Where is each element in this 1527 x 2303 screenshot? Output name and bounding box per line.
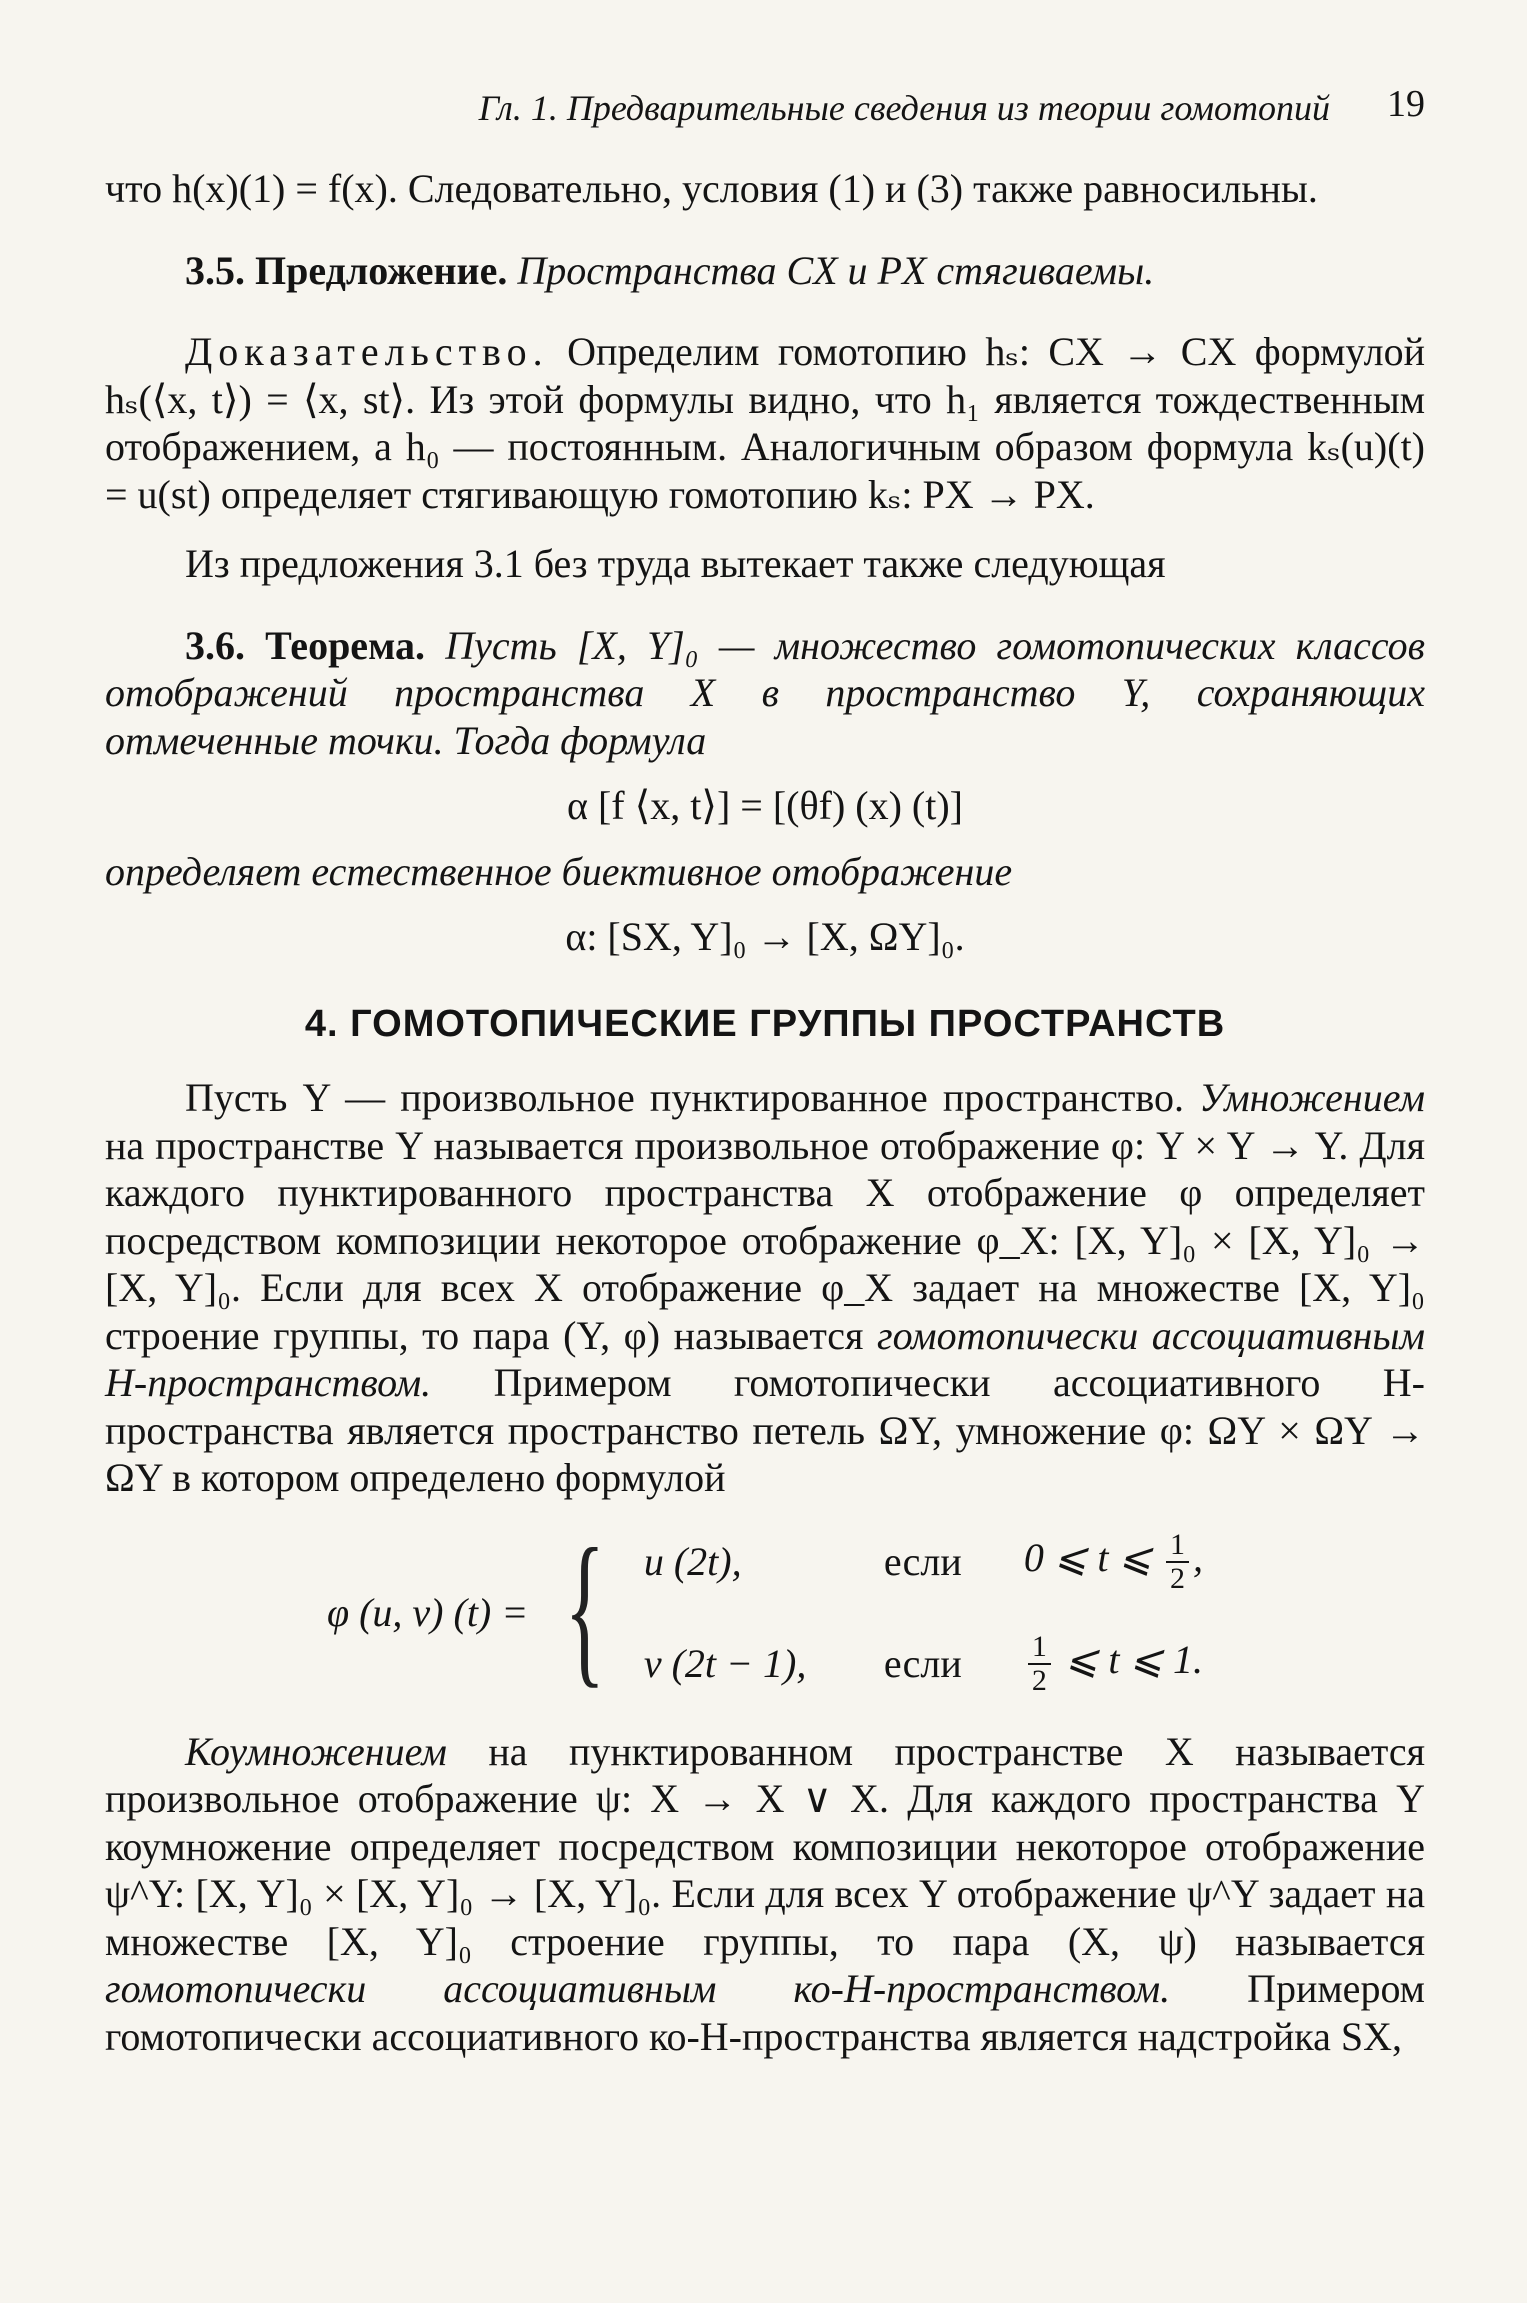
paragraph-multiplication bbox=[105, 1074, 1425, 1502]
theorem-statement: Пусть [X, Y]₀ — множество гомотопических классов отображений пространства X в пространство Y, сохраняющих отмеченные точки. Тогда формула bbox=[105, 622, 1425, 763]
piecewise-lhs: φ (u, v) (t) = bbox=[326, 1589, 529, 1635]
paragraph-comultiplication bbox=[105, 1728, 1425, 2061]
case-2-cond-right: ⩽ t ⩽ 1. bbox=[1064, 1636, 1204, 1682]
piecewise-cases bbox=[644, 1529, 1203, 1697]
proposition-statement: Пространства CX и PX стягиваемы. bbox=[517, 247, 1155, 293]
proof-paragraph bbox=[105, 328, 1425, 518]
case-2-word: если bbox=[883, 1640, 962, 1686]
formula-alpha-bijection: α: [SX, Y]₀ → [X, ΩY]₀. bbox=[565, 914, 965, 959]
section-heading: 4. ГОМОТОПИЧЕСКИЕ ГРУППЫ ПРОСТРАНСТВ bbox=[304, 1002, 1226, 1045]
piecewise-formula bbox=[105, 1513, 1425, 1702]
term-multiplication: Умножением bbox=[1199, 1075, 1425, 1120]
theorem-continuation: определяет естественное биективное отображение bbox=[105, 848, 1013, 894]
curly-brace: { bbox=[564, 1513, 606, 1702]
term-h-space: гомотопически ассоциативным H-пространством. bbox=[105, 1312, 1425, 1405]
fraction-denominator: 2 bbox=[1170, 1561, 1186, 1595]
paragraph-conditions-equivalent: что h(x)(1) = f(x). Следовательно, условия (1) и (3) также равносильны. bbox=[105, 166, 1318, 211]
fraction-one-half bbox=[1166, 1529, 1189, 1595]
case-2-expression: v (2t − 1), bbox=[643, 1640, 807, 1686]
term-comultiplication: Коумножением bbox=[185, 1728, 447, 1774]
case-2-condition bbox=[1024, 1631, 1203, 1697]
case-1-end: , bbox=[1193, 1534, 1204, 1580]
paragraph-multiplication-c: Примером гомотопически ассоциативного H-пространства является пространство петель ΩY, умножение φ: ΩY × ΩY → ΩY в котором определено формулой bbox=[105, 1360, 1425, 1500]
paragraph-multiplication-a: Пусть Y — произвольное пунктированное пространство. bbox=[185, 1075, 1200, 1120]
fraction-numerator: 1 bbox=[1166, 1529, 1189, 1563]
book-page bbox=[105, 75, 1425, 2060]
case-1-condition bbox=[1024, 1529, 1203, 1595]
proof-text: Определим гомотопию hₛ: CX → CX формулой hₛ(⟨x, t⟩) = ⟨x, st⟩. Из этой формулы видно, что h₁ является тождественным отображением, а h₀ — постоянным. Аналогичным образом формула kₛ(u)(t) = u(st) определяет стягивающую гомотопию kₛ: PX → PX. bbox=[105, 329, 1426, 517]
running-head-title: Гл. 1. Предварительные сведения из теории гомотопий bbox=[478, 88, 1330, 128]
fraction-denominator: 2 bbox=[1031, 1663, 1047, 1697]
page-number: 19 bbox=[1387, 83, 1425, 125]
term-co-h-space: гомотопически ассоциативным ко-H-пространством. bbox=[105, 1966, 1171, 2011]
running-head bbox=[105, 75, 1425, 135]
paragraph-comultiplication-b: Примером гомотопически ассоциативного ко-H-пространства является надстройка SX, bbox=[105, 1966, 1425, 2059]
formula-alpha-definition: α [f ⟨x, t⟩] = [(θf) (x) (t)] bbox=[567, 783, 963, 828]
proof-lead: Доказательство. bbox=[185, 329, 549, 374]
case-1-word: если bbox=[883, 1538, 962, 1584]
proposition-3-5 bbox=[105, 247, 1425, 295]
proposition-label: 3.5. Предложение. bbox=[185, 247, 508, 293]
piecewise-case-2 bbox=[644, 1631, 1203, 1697]
paragraph-comultiplication-a: на пунктированном пространстве X называется произвольное отображение ψ: X → X ∨ X. Для каждого пространства Y коумножение определяет посредством композиции некоторое отображение ψ^Y: [X, Y]₀ × [X, Y]₀ → [X, Y]₀. Если для всех Y отображение ψ^Y задает на множестве [X, Y]₀ строение группы, то пара (X, ψ) называется bbox=[105, 1728, 1425, 1964]
paragraph-multiplication-b: на пространстве Y называется произвольное отображение φ: Y × Y → Y. Для каждого пунктированного пространства X отображение φ определяет посредством композиции некоторое отображение φ_X: [X, Y]₀ × [X, Y]₀ → [X, Y]₀. Если для всех X отображение φ_X задает на множестве [X, Y]₀ строение группы, то пара (Y, φ) называется bbox=[105, 1122, 1425, 1358]
case-1-expression: u (2t), bbox=[643, 1538, 742, 1584]
case-1-cond-left: 0 ⩽ t ⩽ bbox=[1023, 1534, 1153, 1580]
piecewise-case-1 bbox=[644, 1529, 1203, 1595]
fraction-one-half bbox=[1028, 1631, 1051, 1697]
theorem-label: 3.6. Теорема. bbox=[185, 622, 426, 668]
theorem-3-6 bbox=[105, 622, 1425, 765]
fraction-numerator: 1 bbox=[1028, 1631, 1051, 1665]
paragraph-follow: Из предложения 3.1 без труда вытекает также следующая bbox=[185, 541, 1166, 586]
